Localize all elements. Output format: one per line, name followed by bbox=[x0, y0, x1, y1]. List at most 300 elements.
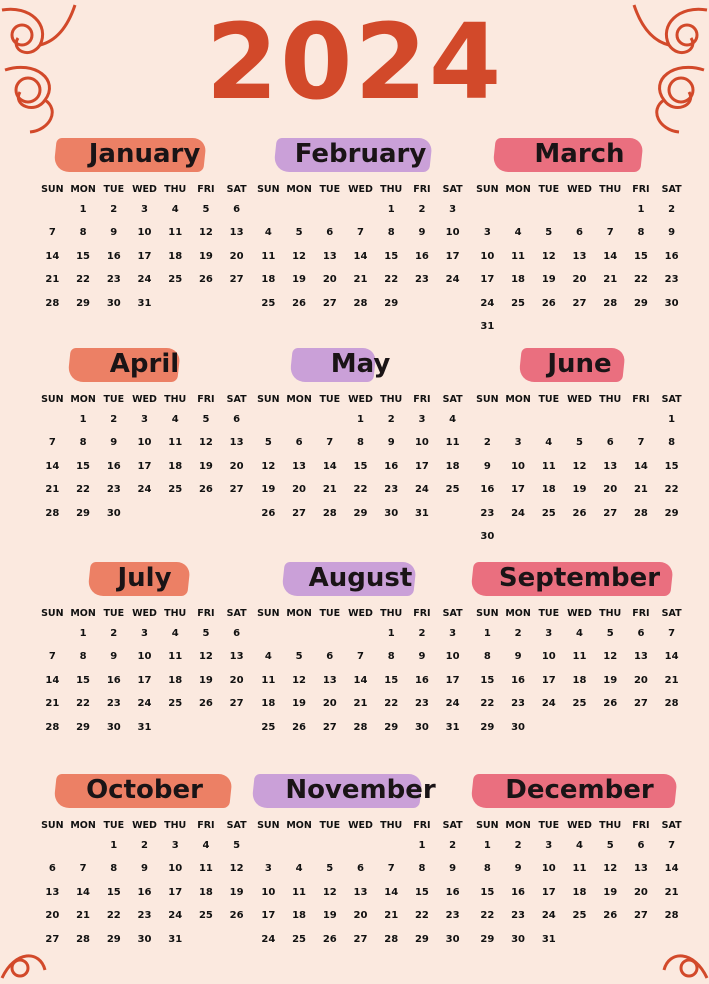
day-cell: 18 bbox=[445, 460, 460, 472]
month-name: April bbox=[109, 349, 180, 379]
day-cell: 8 bbox=[483, 651, 491, 663]
day-cell: 30 bbox=[106, 721, 121, 733]
weekday-label: TUE bbox=[319, 394, 341, 405]
day-cell: 26 bbox=[541, 297, 556, 309]
days-grid bbox=[472, 408, 687, 548]
day-cell: 8 bbox=[79, 651, 87, 663]
day-cell: 10 bbox=[541, 863, 556, 875]
weekday-label: SAT bbox=[442, 184, 463, 195]
day-cell: 9 bbox=[449, 863, 457, 875]
day-cell: 23 bbox=[511, 910, 526, 922]
empty-day-cell bbox=[314, 622, 345, 645]
day-cell: 27 bbox=[45, 933, 60, 945]
day-cell: 29 bbox=[76, 507, 91, 519]
day-cell: 23 bbox=[106, 698, 121, 710]
day-cell: 3 bbox=[545, 840, 553, 851]
day-cell: 21 bbox=[353, 698, 368, 710]
weekday-label: TUE bbox=[538, 608, 560, 619]
day-cell: 3 bbox=[545, 628, 553, 639]
day-cell: 4 bbox=[171, 204, 179, 215]
weekday-label: MON bbox=[70, 394, 96, 405]
month-header bbox=[253, 768, 468, 812]
day-cell: 22 bbox=[384, 274, 399, 286]
day-cell: 1 bbox=[387, 204, 395, 215]
empty-day-cell bbox=[68, 834, 99, 857]
day-cell: 18 bbox=[572, 886, 587, 898]
day-cell: 17 bbox=[168, 886, 183, 898]
day-cell: 6 bbox=[233, 204, 241, 215]
month-header bbox=[472, 342, 687, 386]
weekday-label: TUE bbox=[538, 820, 560, 831]
empty-day-cell bbox=[284, 834, 315, 857]
weekday-label: SUN bbox=[257, 820, 280, 831]
day-cell: 5 bbox=[545, 227, 553, 239]
day-cell: 15 bbox=[480, 674, 495, 686]
day-cell: 4 bbox=[171, 628, 179, 639]
weekday-label: MON bbox=[70, 184, 96, 195]
day-cell: 7 bbox=[357, 227, 364, 239]
day-cell: 30 bbox=[480, 530, 495, 542]
day-cell: 12 bbox=[198, 227, 213, 239]
day-cell: 5 bbox=[295, 651, 303, 663]
day-cell: 15 bbox=[353, 460, 368, 472]
weekday-label: WED bbox=[348, 184, 373, 195]
day-cell: 1 bbox=[79, 204, 87, 215]
day-cell: 13 bbox=[229, 651, 244, 663]
day-cell: 17 bbox=[137, 460, 152, 472]
day-cell: 9 bbox=[418, 651, 426, 663]
weekday-label: MON bbox=[505, 820, 531, 831]
day-cell: 20 bbox=[603, 484, 618, 496]
day-cell: 24 bbox=[541, 698, 556, 710]
days-grid bbox=[253, 834, 468, 951]
empty-day-cell bbox=[345, 622, 376, 645]
day-cell: 21 bbox=[633, 484, 648, 496]
day-cell: 18 bbox=[261, 274, 276, 286]
day-cell: 16 bbox=[664, 250, 679, 262]
weekday-header bbox=[472, 818, 687, 834]
day-cell: 30 bbox=[106, 507, 121, 519]
day-cell: 5 bbox=[295, 227, 303, 239]
day-cell: 17 bbox=[137, 674, 152, 686]
day-cell: 30 bbox=[137, 933, 152, 945]
weekday-label: FRI bbox=[632, 608, 650, 619]
day-cell: 20 bbox=[633, 886, 648, 898]
day-cell: 28 bbox=[664, 910, 679, 922]
day-cell: 4 bbox=[171, 414, 179, 425]
day-cell: 14 bbox=[384, 886, 399, 898]
month-name: November bbox=[285, 775, 436, 805]
day-cell: 19 bbox=[261, 484, 276, 496]
day-cell: 8 bbox=[387, 227, 395, 239]
day-cell: 3 bbox=[418, 414, 426, 425]
day-cell: 15 bbox=[384, 250, 399, 262]
day-cell: 26 bbox=[198, 698, 213, 710]
weekday-label: THU bbox=[599, 394, 622, 405]
day-cell: 14 bbox=[664, 651, 679, 663]
empty-day-cell bbox=[284, 198, 315, 221]
day-cell: 29 bbox=[664, 507, 679, 519]
day-cell: 16 bbox=[384, 460, 399, 472]
day-cell: 26 bbox=[198, 484, 213, 496]
days-grid bbox=[37, 408, 252, 525]
day-cell: 12 bbox=[322, 886, 337, 898]
day-cell: 17 bbox=[541, 674, 556, 686]
day-cell: 19 bbox=[229, 886, 244, 898]
day-cell: 9 bbox=[418, 227, 426, 239]
day-cell: 16 bbox=[137, 886, 152, 898]
empty-day-cell bbox=[314, 834, 345, 857]
weekday-header bbox=[37, 392, 252, 408]
day-cell: 11 bbox=[292, 886, 307, 898]
day-cell: 2 bbox=[141, 840, 148, 851]
day-cell: 7 bbox=[357, 651, 364, 663]
day-cell: 10 bbox=[511, 460, 526, 472]
day-cell: 4 bbox=[295, 863, 303, 875]
day-cell: 21 bbox=[45, 698, 60, 710]
empty-day-cell bbox=[37, 408, 68, 431]
day-cell: 17 bbox=[541, 886, 556, 898]
empty-day-cell bbox=[345, 834, 376, 857]
weekday-label: MON bbox=[505, 608, 531, 619]
day-cell: 12 bbox=[603, 651, 618, 663]
day-cell: 12 bbox=[198, 651, 213, 663]
day-cell: 20 bbox=[322, 698, 337, 710]
day-cell: 24 bbox=[414, 484, 429, 496]
day-cell: 11 bbox=[541, 460, 556, 472]
day-cell: 17 bbox=[261, 910, 276, 922]
day-cell: 11 bbox=[168, 227, 183, 239]
weekday-label: WED bbox=[567, 394, 592, 405]
day-cell: 6 bbox=[233, 628, 241, 639]
weekday-label: THU bbox=[599, 184, 622, 195]
day-cell: 14 bbox=[353, 674, 368, 686]
weekday-label: THU bbox=[380, 394, 403, 405]
day-cell: 27 bbox=[229, 698, 244, 710]
empty-day-cell bbox=[472, 198, 503, 221]
month-name: June bbox=[547, 349, 612, 379]
day-cell: 6 bbox=[637, 628, 645, 639]
day-cell: 5 bbox=[326, 863, 334, 875]
empty-day-cell bbox=[314, 198, 345, 221]
day-cell: 20 bbox=[229, 250, 244, 262]
day-cell: 3 bbox=[264, 863, 272, 875]
day-cell: 24 bbox=[261, 933, 276, 945]
day-cell: 24 bbox=[541, 910, 556, 922]
month-header bbox=[253, 132, 468, 176]
day-cell: 10 bbox=[261, 886, 276, 898]
day-cell: 23 bbox=[480, 507, 495, 519]
day-cell: 1 bbox=[668, 414, 676, 425]
day-cell: 1 bbox=[79, 628, 87, 639]
day-cell: 5 bbox=[606, 628, 614, 639]
weekday-label: TUE bbox=[319, 184, 341, 195]
day-cell: 28 bbox=[322, 507, 337, 519]
day-cell: 16 bbox=[106, 250, 121, 262]
day-cell: 14 bbox=[633, 460, 648, 472]
day-cell: 13 bbox=[322, 250, 337, 262]
day-cell: 16 bbox=[445, 886, 460, 898]
day-cell: 6 bbox=[576, 227, 583, 239]
day-cell: 9 bbox=[110, 227, 118, 239]
day-cell: 20 bbox=[322, 274, 337, 286]
month-march bbox=[472, 132, 687, 338]
day-cell: 8 bbox=[79, 437, 87, 449]
weekday-label: THU bbox=[380, 820, 403, 831]
day-cell: 18 bbox=[541, 484, 556, 496]
empty-day-cell bbox=[314, 408, 345, 431]
day-cell: 23 bbox=[414, 274, 429, 286]
weekday-header bbox=[253, 606, 468, 622]
day-cell: 18 bbox=[198, 886, 213, 898]
day-cell: 5 bbox=[202, 628, 210, 639]
weekday-label: SUN bbox=[476, 820, 499, 831]
day-cell: 14 bbox=[353, 250, 368, 262]
day-cell: 14 bbox=[45, 674, 60, 686]
day-cell: 20 bbox=[633, 674, 648, 686]
weekday-label: TUE bbox=[319, 820, 341, 831]
month-july bbox=[37, 556, 252, 739]
weekday-label: WED bbox=[132, 820, 157, 831]
day-cell: 28 bbox=[603, 297, 618, 309]
day-cell: 7 bbox=[48, 651, 56, 663]
day-cell: 4 bbox=[576, 840, 583, 851]
weekday-label: MON bbox=[286, 394, 312, 405]
month-name: May bbox=[330, 349, 391, 379]
day-cell: 18 bbox=[572, 674, 587, 686]
day-cell: 24 bbox=[137, 698, 152, 710]
day-cell: 25 bbox=[168, 484, 183, 496]
day-cell: 13 bbox=[322, 674, 337, 686]
day-cell: 20 bbox=[229, 460, 244, 472]
day-cell: 3 bbox=[141, 414, 148, 425]
day-cell: 21 bbox=[45, 484, 60, 496]
day-cell: 27 bbox=[322, 721, 337, 733]
day-cell: 15 bbox=[106, 886, 121, 898]
day-cell: 23 bbox=[106, 484, 121, 496]
month-august bbox=[253, 556, 468, 739]
weekday-label: FRI bbox=[413, 184, 431, 195]
month-may bbox=[253, 342, 468, 525]
day-cell: 2 bbox=[110, 414, 118, 425]
empty-day-cell bbox=[533, 408, 564, 431]
days-grid bbox=[253, 622, 468, 739]
day-cell: 22 bbox=[664, 484, 679, 496]
day-cell: 1 bbox=[483, 840, 491, 851]
day-cell: 7 bbox=[48, 227, 56, 239]
weekday-label: SUN bbox=[41, 820, 64, 831]
weekday-label: FRI bbox=[632, 394, 650, 405]
day-cell: 23 bbox=[137, 910, 152, 922]
day-cell: 24 bbox=[168, 910, 183, 922]
weekday-header bbox=[253, 182, 468, 198]
month-header bbox=[253, 342, 468, 386]
day-cell: 26 bbox=[292, 721, 307, 733]
day-cell: 15 bbox=[633, 250, 648, 262]
day-cell: 23 bbox=[384, 484, 399, 496]
day-cell: 13 bbox=[45, 886, 60, 898]
month-header bbox=[253, 556, 468, 600]
day-cell: 10 bbox=[137, 651, 152, 663]
day-cell: 1 bbox=[483, 628, 491, 639]
day-cell: 4 bbox=[449, 414, 457, 425]
day-cell: 11 bbox=[445, 437, 460, 449]
day-cell: 10 bbox=[137, 227, 152, 239]
day-cell: 29 bbox=[384, 297, 399, 309]
weekday-label: MON bbox=[286, 184, 312, 195]
day-cell: 31 bbox=[541, 933, 556, 945]
day-cell: 29 bbox=[480, 933, 495, 945]
day-cell: 16 bbox=[106, 460, 121, 472]
day-cell: 17 bbox=[480, 274, 495, 286]
year-title: 2024 bbox=[205, 1, 504, 123]
day-cell: 4 bbox=[202, 840, 210, 851]
month-header bbox=[472, 768, 687, 812]
day-cell: 2 bbox=[418, 628, 426, 639]
day-cell: 26 bbox=[229, 910, 244, 922]
day-cell: 22 bbox=[76, 698, 91, 710]
month-name: January bbox=[88, 139, 201, 169]
empty-day-cell bbox=[503, 408, 534, 431]
day-cell: 25 bbox=[511, 297, 526, 309]
weekday-label: SAT bbox=[226, 608, 247, 619]
month-header bbox=[472, 132, 687, 176]
weekday-label: SAT bbox=[661, 184, 682, 195]
day-cell: 28 bbox=[664, 698, 679, 710]
day-cell: 5 bbox=[264, 437, 272, 449]
day-cell: 4 bbox=[514, 227, 522, 239]
day-cell: 3 bbox=[141, 204, 148, 215]
day-cell: 29 bbox=[384, 721, 399, 733]
month-header bbox=[37, 556, 252, 600]
day-cell: 25 bbox=[541, 507, 556, 519]
weekday-label: WED bbox=[132, 394, 157, 405]
day-cell: 14 bbox=[664, 863, 679, 875]
empty-day-cell bbox=[626, 408, 657, 431]
day-cell: 15 bbox=[76, 250, 91, 262]
days-grid bbox=[37, 622, 252, 739]
day-cell: 22 bbox=[76, 274, 91, 286]
weekday-label: MON bbox=[286, 608, 312, 619]
day-cell: 8 bbox=[357, 437, 364, 449]
empty-day-cell bbox=[37, 198, 68, 221]
weekday-label: THU bbox=[380, 608, 403, 619]
day-cell: 12 bbox=[572, 460, 587, 472]
day-cell: 19 bbox=[541, 274, 556, 286]
day-cell: 2 bbox=[483, 437, 491, 449]
day-cell: 6 bbox=[326, 651, 334, 663]
empty-day-cell bbox=[253, 622, 284, 645]
weekday-header bbox=[37, 182, 252, 198]
day-cell: 9 bbox=[514, 651, 522, 663]
day-cell: 12 bbox=[292, 674, 307, 686]
weekday-label: THU bbox=[599, 608, 622, 619]
day-cell: 17 bbox=[445, 250, 460, 262]
day-cell: 27 bbox=[633, 910, 648, 922]
day-cell: 16 bbox=[106, 674, 121, 686]
day-cell: 10 bbox=[445, 227, 460, 239]
day-cell: 11 bbox=[511, 250, 526, 262]
weekday-label: MON bbox=[70, 820, 96, 831]
weekday-header bbox=[472, 392, 687, 408]
weekday-label: MON bbox=[505, 394, 531, 405]
day-cell: 15 bbox=[414, 886, 429, 898]
day-cell: 18 bbox=[292, 910, 307, 922]
day-cell: 12 bbox=[261, 460, 276, 472]
day-cell: 14 bbox=[76, 886, 91, 898]
weekday-label: SAT bbox=[661, 608, 682, 619]
day-cell: 15 bbox=[76, 460, 91, 472]
day-cell: 25 bbox=[168, 274, 183, 286]
month-name: March bbox=[534, 139, 625, 169]
day-cell: 24 bbox=[445, 274, 460, 286]
day-cell: 3 bbox=[449, 204, 457, 215]
day-cell: 8 bbox=[387, 651, 395, 663]
empty-day-cell bbox=[503, 198, 534, 221]
weekday-label: THU bbox=[164, 394, 187, 405]
day-cell: 5 bbox=[202, 204, 210, 215]
day-cell: 31 bbox=[168, 933, 183, 945]
weekday-label: SAT bbox=[442, 820, 463, 831]
weekday-header bbox=[253, 818, 468, 834]
day-cell: 30 bbox=[414, 721, 429, 733]
weekday-label: WED bbox=[567, 184, 592, 195]
weekday-header bbox=[253, 392, 468, 408]
day-cell: 12 bbox=[603, 863, 618, 875]
day-cell: 12 bbox=[198, 437, 213, 449]
day-cell: 28 bbox=[76, 933, 91, 945]
day-cell: 8 bbox=[637, 227, 645, 239]
day-cell: 8 bbox=[79, 227, 87, 239]
weekday-label: SAT bbox=[442, 394, 463, 405]
day-cell: 22 bbox=[384, 698, 399, 710]
day-cell: 7 bbox=[326, 437, 334, 449]
day-cell: 15 bbox=[384, 674, 399, 686]
day-cell: 23 bbox=[106, 274, 121, 286]
day-cell: 14 bbox=[45, 460, 60, 472]
month-june bbox=[472, 342, 687, 548]
day-cell: 23 bbox=[445, 910, 460, 922]
day-cell: 10 bbox=[480, 250, 495, 262]
day-cell: 17 bbox=[511, 484, 526, 496]
day-cell: 18 bbox=[168, 460, 183, 472]
day-cell: 22 bbox=[480, 910, 495, 922]
day-cell: 18 bbox=[168, 250, 183, 262]
day-cell: 5 bbox=[233, 840, 241, 851]
day-cell: 3 bbox=[171, 840, 179, 851]
weekday-label: FRI bbox=[197, 394, 215, 405]
day-cell: 27 bbox=[229, 274, 244, 286]
days-grid bbox=[37, 198, 252, 315]
day-cell: 25 bbox=[198, 910, 213, 922]
day-cell: 6 bbox=[637, 840, 645, 851]
day-cell: 2 bbox=[387, 414, 395, 425]
day-cell: 26 bbox=[603, 698, 618, 710]
day-cell: 30 bbox=[664, 297, 679, 309]
day-cell: 8 bbox=[668, 437, 676, 449]
day-cell: 14 bbox=[45, 250, 60, 262]
weekday-label: THU bbox=[164, 608, 187, 619]
month-header bbox=[37, 342, 252, 386]
day-cell: 26 bbox=[261, 507, 276, 519]
weekday-label: WED bbox=[567, 608, 592, 619]
day-cell: 2 bbox=[514, 840, 522, 851]
day-cell: 2 bbox=[668, 204, 676, 215]
day-cell: 20 bbox=[229, 674, 244, 686]
weekday-label: FRI bbox=[632, 184, 650, 195]
weekday-label: SAT bbox=[226, 820, 247, 831]
weekday-label: THU bbox=[164, 820, 187, 831]
